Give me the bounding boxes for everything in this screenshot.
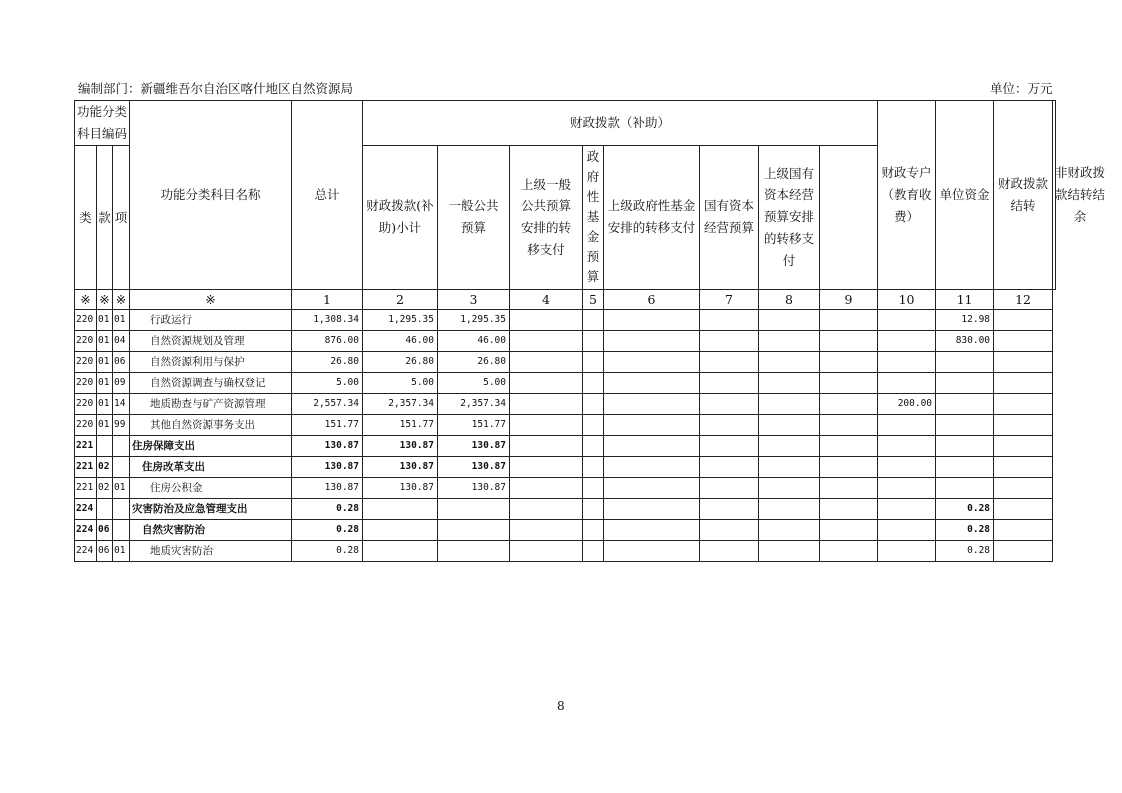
table-row [75, 352, 1056, 373]
value-cell-col4 [510, 373, 583, 394]
value-cell-col9 [820, 520, 878, 541]
index-cell: 6 [604, 289, 700, 309]
xiang-cell: 14 [113, 394, 130, 415]
value-cell-col4 [510, 478, 583, 499]
value-cell-col7 [700, 520, 759, 541]
value-cell-col6 [604, 499, 700, 520]
value-cell-col9 [820, 310, 878, 331]
value-cell-col7 [700, 478, 759, 499]
value-cell-col1: 130.87 [292, 478, 363, 499]
col12-header: 非财政拨款结转结余 [1053, 101, 1056, 290]
department-label: 编制部门：新疆维吾尔自治区喀什地区自然资源局 [78, 81, 354, 96]
value-cell-col12 [994, 520, 1053, 541]
value-cell-col1: 0.28 [292, 520, 363, 541]
kuan-cell: 01 [97, 352, 113, 373]
value-cell-col9 [820, 436, 878, 457]
lei-cell: 221 [75, 436, 97, 457]
value-cell-col2: 1,295.35 [363, 310, 438, 331]
value-cell-col8 [759, 415, 820, 436]
value-cell-col12 [994, 394, 1053, 415]
col5-header: 政府性基金预算 [583, 145, 604, 289]
kuan-cell: 02 [97, 457, 113, 478]
value-cell-col11 [936, 352, 994, 373]
table-row [75, 478, 1056, 499]
value-cell-col4 [510, 541, 583, 562]
value-cell-col3: 26.80 [438, 352, 510, 373]
value-cell-col10 [878, 373, 936, 394]
kuan-header: 款 [97, 145, 113, 289]
lei-cell: 220 [75, 394, 97, 415]
value-cell-col3: 5.00 [438, 373, 510, 394]
subject-name-cell: 灾害防治及应急管理支出 [130, 499, 292, 520]
value-cell-col4 [510, 352, 583, 373]
value-cell-col4 [510, 520, 583, 541]
value-cell-col10 [878, 541, 936, 562]
xiang-cell [113, 436, 130, 457]
value-cell-col12 [994, 310, 1053, 331]
value-cell-col11 [936, 394, 994, 415]
table-row [75, 415, 1056, 436]
value-cell-col1: 2,557.34 [292, 394, 363, 415]
value-cell-col8 [759, 352, 820, 373]
value-cell-col6 [604, 394, 700, 415]
table-body [75, 310, 1056, 562]
table-row [75, 310, 1056, 331]
index-cell: 12 [994, 289, 1053, 309]
value-cell-col5 [583, 331, 604, 352]
xiang-cell: 99 [113, 415, 130, 436]
kuan-cell [97, 499, 113, 520]
value-cell-col9 [820, 373, 878, 394]
value-cell-col1: 130.87 [292, 436, 363, 457]
lei-cell: 221 [75, 478, 97, 499]
value-cell-col4 [510, 457, 583, 478]
value-cell-col8 [759, 310, 820, 331]
code-group-header: 功能分类科目编码 [75, 101, 130, 146]
table-row [75, 394, 1056, 415]
value-cell-col9 [820, 415, 878, 436]
fiscal-group-header: 财政拨款（补助） [363, 101, 878, 146]
value-cell-col3: 1,295.35 [438, 310, 510, 331]
value-cell-col11: 0.28 [936, 541, 994, 562]
value-cell-col10 [878, 478, 936, 499]
value-cell-col6 [604, 373, 700, 394]
xiang-cell [113, 457, 130, 478]
subject-name-cell: 自然资源调查与确权登记 [130, 373, 292, 394]
lei-cell: 220 [75, 310, 97, 331]
value-cell-col10 [878, 310, 936, 331]
value-cell-col11 [936, 457, 994, 478]
value-cell-col7 [700, 310, 759, 331]
value-cell-col2: 130.87 [363, 457, 438, 478]
value-cell-col4 [510, 310, 583, 331]
value-cell-col3: 151.77 [438, 415, 510, 436]
index-cell: 1 [292, 289, 363, 309]
value-cell-col11 [936, 436, 994, 457]
col4-header: 上级一般公共预算安排的转移支付 [510, 145, 583, 289]
index-cell: 10 [878, 289, 936, 309]
value-cell-col6 [604, 415, 700, 436]
index-cell: 3 [438, 289, 510, 309]
value-cell-col6 [604, 352, 700, 373]
value-cell-col11 [936, 478, 994, 499]
value-cell-col7 [700, 415, 759, 436]
subject-name-cell: 地质灾害防治 [130, 541, 292, 562]
value-cell-col6 [604, 520, 700, 541]
value-cell-col12 [994, 541, 1053, 562]
value-cell-col2 [363, 520, 438, 541]
value-cell-col8 [759, 394, 820, 415]
value-cell-col11 [936, 415, 994, 436]
value-cell-col2: 151.77 [363, 415, 438, 436]
value-cell-col6 [604, 436, 700, 457]
subject-name-cell: 自然资源规划及管理 [130, 331, 292, 352]
xiang-cell: 09 [113, 373, 130, 394]
value-cell-col1: 26.80 [292, 352, 363, 373]
value-cell-col10 [878, 331, 936, 352]
table-row [75, 436, 1056, 457]
value-cell-col5 [583, 541, 604, 562]
lei-cell: 220 [75, 373, 97, 394]
value-cell-col12 [994, 436, 1053, 457]
value-cell-col10 [878, 415, 936, 436]
value-cell-col9 [820, 394, 878, 415]
lei-cell: 221 [75, 457, 97, 478]
value-cell-col10 [878, 457, 936, 478]
value-cell-col3: 130.87 [438, 436, 510, 457]
value-cell-col7 [700, 331, 759, 352]
value-cell-col2 [363, 499, 438, 520]
value-cell-col10 [878, 436, 936, 457]
kuan-cell: 01 [97, 415, 113, 436]
value-cell-col1: 0.28 [292, 499, 363, 520]
value-cell-col12 [994, 352, 1053, 373]
value-cell-col12 [994, 478, 1053, 499]
col6-header: 上级政府性基金安排的转移支付 [604, 145, 700, 289]
value-cell-col9 [820, 331, 878, 352]
value-cell-col2: 5.00 [363, 373, 438, 394]
lei-cell: 220 [75, 331, 97, 352]
value-cell-col5 [583, 520, 604, 541]
value-cell-col11 [936, 373, 994, 394]
value-cell-col2: 26.80 [363, 352, 438, 373]
value-cell-col9 [820, 478, 878, 499]
subject-name-cell: 自然资源利用与保护 [130, 352, 292, 373]
unit-label: 单位：万元 [990, 81, 1053, 96]
table-row [75, 331, 1056, 352]
lei-cell: 224 [75, 520, 97, 541]
kuan-cell [97, 436, 113, 457]
total-header: 总计 [292, 101, 363, 290]
value-cell-col10: 200.00 [878, 394, 936, 415]
col9-header: 财政专户（教育收费） [878, 101, 936, 290]
value-cell-col5 [583, 457, 604, 478]
value-cell-col3 [438, 499, 510, 520]
subject-name-cell: 地质勘查与矿产资源管理 [130, 394, 292, 415]
value-cell-col6 [604, 457, 700, 478]
table-row [75, 520, 1056, 541]
value-cell-col11: 0.28 [936, 520, 994, 541]
xiang-cell [113, 520, 130, 541]
lei-header: 类 [75, 145, 97, 289]
index-cell: 8 [759, 289, 820, 309]
value-cell-col11: 830.00 [936, 331, 994, 352]
value-cell-col9 [820, 457, 878, 478]
xiang-cell: 01 [113, 541, 130, 562]
value-cell-col4 [510, 436, 583, 457]
kuan-cell: 01 [97, 310, 113, 331]
value-cell-col4 [510, 394, 583, 415]
value-cell-col8 [759, 520, 820, 541]
table-row [75, 373, 1056, 394]
value-cell-col3 [438, 520, 510, 541]
table-row [75, 541, 1056, 562]
col11-header: 财政拨款结转 [994, 101, 1053, 290]
value-cell-col3: 130.87 [438, 457, 510, 478]
value-cell-col2 [363, 541, 438, 562]
index-cell: 5 [583, 289, 604, 309]
value-cell-col12 [994, 499, 1053, 520]
kuan-cell: 02 [97, 478, 113, 499]
value-cell-col9 [820, 352, 878, 373]
value-cell-col5 [583, 394, 604, 415]
table-row [75, 499, 1056, 520]
xiang-cell: 01 [113, 310, 130, 331]
lei-cell: 224 [75, 499, 97, 520]
col3-header: 一般公共预算 [438, 145, 510, 289]
value-cell-col6 [604, 541, 700, 562]
value-cell-col2: 2,357.34 [363, 394, 438, 415]
value-cell-col6 [604, 478, 700, 499]
index-cell: ※ [113, 289, 130, 309]
page-number: 8 [557, 699, 565, 713]
value-cell-col7 [700, 541, 759, 562]
lei-cell: 220 [75, 352, 97, 373]
col2-header: 财政拨款(补助)小计 [363, 145, 438, 289]
value-cell-col10 [878, 520, 936, 541]
value-cell-col8 [759, 499, 820, 520]
value-cell-col4 [510, 331, 583, 352]
value-cell-col5 [583, 436, 604, 457]
value-cell-col3: 2,357.34 [438, 394, 510, 415]
col8-header: 上级国有资本经营预算安排的转移支付 [759, 145, 820, 289]
value-cell-col7 [700, 373, 759, 394]
index-cell: ※ [75, 289, 97, 309]
value-cell-col12 [994, 457, 1053, 478]
value-cell-col5 [583, 478, 604, 499]
value-cell-col9 [820, 541, 878, 562]
index-cell: 2 [363, 289, 438, 309]
index-cell: 11 [936, 289, 994, 309]
value-cell-col12 [994, 331, 1053, 352]
value-cell-col2: 130.87 [363, 436, 438, 457]
subject-name-cell: 住房保障支出 [130, 436, 292, 457]
xiang-header: 项 [113, 145, 130, 289]
value-cell-col1: 151.77 [292, 415, 363, 436]
index-cell: ※ [130, 289, 292, 309]
value-cell-col10 [878, 352, 936, 373]
value-cell-col2: 130.87 [363, 478, 438, 499]
table-row [75, 457, 1056, 478]
value-cell-col1: 0.28 [292, 541, 363, 562]
value-cell-col7 [700, 457, 759, 478]
value-cell-col8 [759, 373, 820, 394]
budget-table [74, 100, 1106, 562]
value-cell-col12 [994, 373, 1053, 394]
value-cell-col7 [700, 499, 759, 520]
subject-name-cell: 住房改革支出 [130, 457, 292, 478]
value-cell-col1: 5.00 [292, 373, 363, 394]
value-cell-col9 [820, 499, 878, 520]
value-cell-col3: 130.87 [438, 478, 510, 499]
xiang-cell [113, 499, 130, 520]
value-cell-col6 [604, 310, 700, 331]
subject-name-cell: 其他自然资源事务支出 [130, 415, 292, 436]
subject-name-cell: 住房公积金 [130, 478, 292, 499]
index-cell: 4 [510, 289, 583, 309]
value-cell-col12 [994, 415, 1053, 436]
value-cell-col5 [583, 352, 604, 373]
subject-name-cell: 行政运行 [130, 310, 292, 331]
value-cell-col5 [583, 499, 604, 520]
value-cell-col1: 876.00 [292, 331, 363, 352]
value-cell-col10 [878, 499, 936, 520]
value-cell-col7 [700, 436, 759, 457]
xiang-cell: 06 [113, 352, 130, 373]
index-row [75, 289, 1056, 309]
kuan-cell: 06 [97, 541, 113, 562]
value-cell-col5 [583, 415, 604, 436]
value-cell-col5 [583, 373, 604, 394]
value-cell-col11: 12.98 [936, 310, 994, 331]
lei-cell: 220 [75, 415, 97, 436]
index-cell: 7 [700, 289, 759, 309]
value-cell-col8 [759, 436, 820, 457]
subject-name-cell: 自然灾害防治 [130, 520, 292, 541]
value-cell-col1: 1,308.34 [292, 310, 363, 331]
index-cell: ※ [97, 289, 113, 309]
col10-header: 单位资金 [936, 101, 994, 290]
kuan-cell: 01 [97, 373, 113, 394]
value-cell-col3 [438, 541, 510, 562]
index-cell: 9 [820, 289, 878, 309]
col7-header: 国有资本经营预算 [700, 145, 759, 289]
name-header: 功能分类科目名称 [130, 101, 292, 290]
value-cell-col5 [583, 310, 604, 331]
value-cell-col2: 46.00 [363, 331, 438, 352]
value-cell-col7 [700, 394, 759, 415]
kuan-cell: 01 [97, 394, 113, 415]
xiang-cell: 01 [113, 478, 130, 499]
value-cell-col1: 130.87 [292, 457, 363, 478]
value-cell-col8 [759, 457, 820, 478]
value-cell-col6 [604, 331, 700, 352]
value-cell-col4 [510, 415, 583, 436]
kuan-cell: 01 [97, 331, 113, 352]
value-cell-col11: 0.28 [936, 499, 994, 520]
kuan-cell: 06 [97, 520, 113, 541]
value-cell-col8 [759, 331, 820, 352]
lei-cell: 224 [75, 541, 97, 562]
value-cell-col8 [759, 478, 820, 499]
value-cell-col8 [759, 541, 820, 562]
header-row-1 [75, 101, 1056, 146]
value-cell-col7 [700, 352, 759, 373]
xiang-cell: 04 [113, 331, 130, 352]
value-cell-col3: 46.00 [438, 331, 510, 352]
value-cell-col4 [510, 499, 583, 520]
